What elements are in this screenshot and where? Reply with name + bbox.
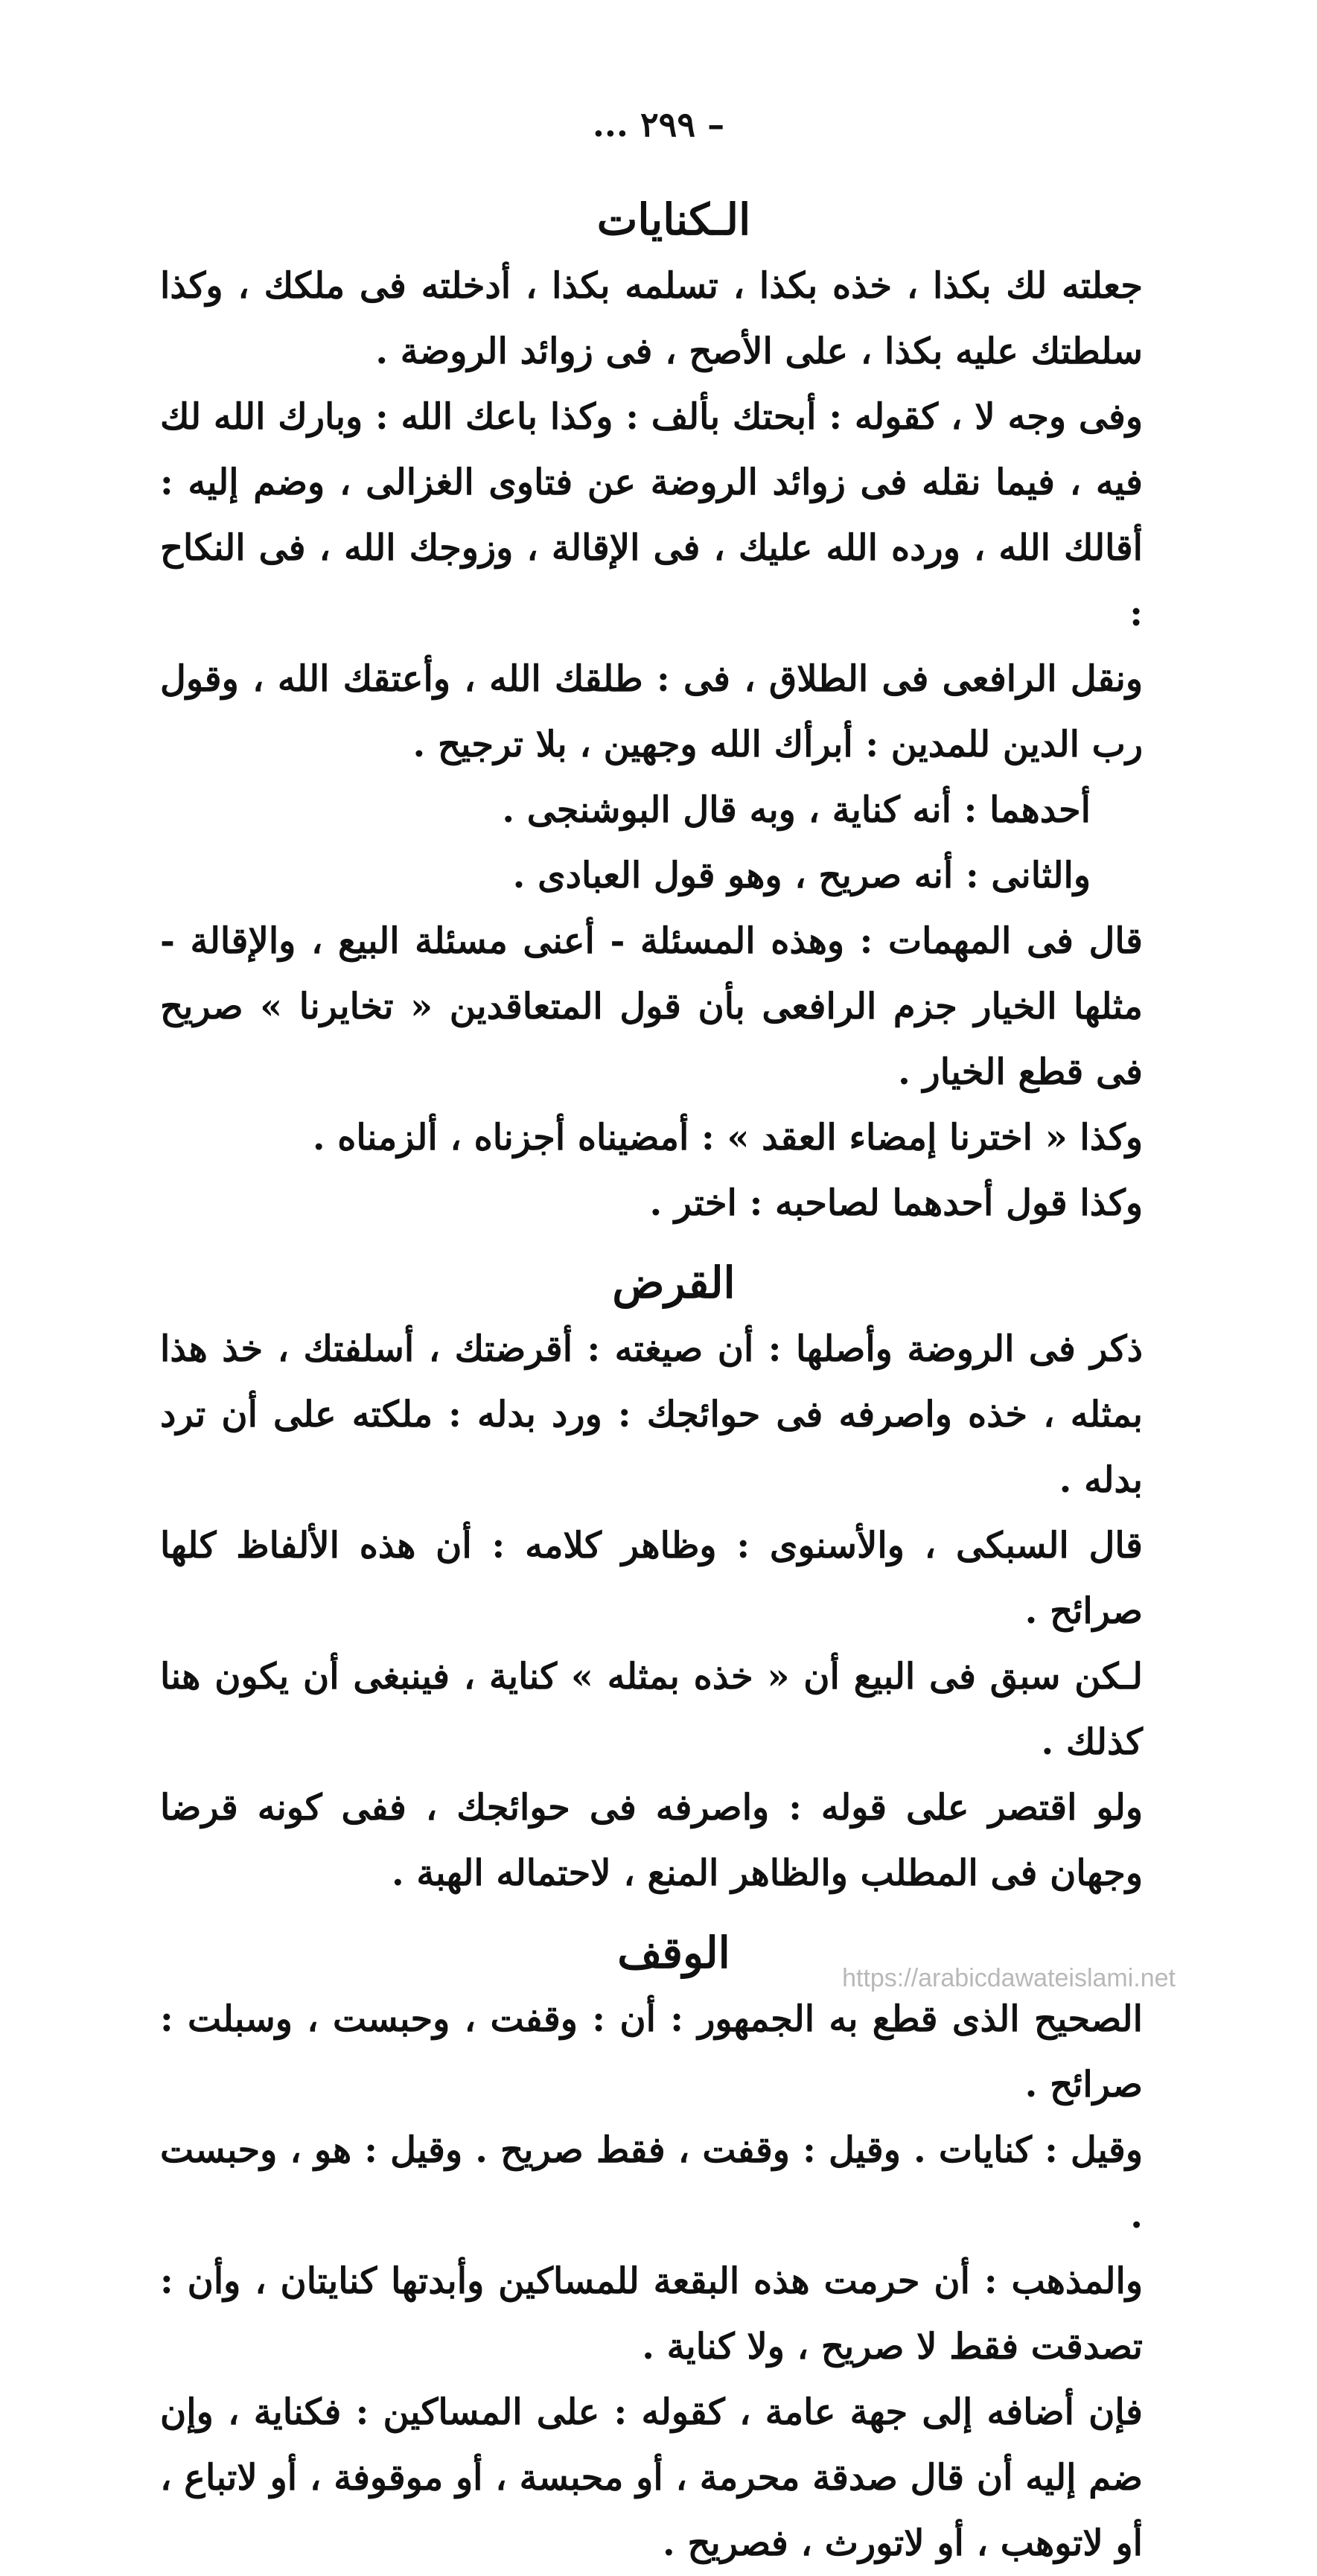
paragraph: قال السبكى ، والأسنوى : وظاهر كلامه : أن هذه الألفاظ كلها صرائح . (160, 1525, 1143, 1632)
section-heading: الوقف (617, 1928, 730, 1978)
paragraph: ونقل الرافعى فى الطلاق ، فى : طلقك الله ، وأعتقك الله ، وقول رب الدين للمدين : أبرأك الله وجهين ، بلا ترجيح . (160, 658, 1143, 765)
paragraph: والمذهب : أن حرمت هذه البقعة للمساكين وأبدتها كنايتان ، وأن : تصدقت فقط لا صريح ، ولا كناية . (160, 2260, 1143, 2368)
paragraph: ولو اقتصر على قوله : واصرفه فى حوائجك ، ففى كونه قرضا وجهان فى المطلب والظاهر المنع ، لاحتماله الهبة . (160, 1787, 1143, 1894)
paragraph: وفى وجه لا ، كقوله : أبحتك بألف : وكذا باعك الله : وبارك الله لك فيه ، فيما نقله فى زوائد الروضة عن فتاوى الغزالى ، وضم إليه : أقالك الله ، ورده الله عليك ، فى الإقالة ، وزوجك الله ، فى النكاح : (160, 396, 1143, 634)
page-number: – ٢٩٩ ... (592, 104, 725, 144)
section-waqf (160, 1919, 1187, 2576)
paragraph: قال فى المهمات : وهذه المسئلة - أعنى مسئلة البيع ، والإقالة - مثلها الخيار جزم الرافعى بأن قول المتعاقدين « تخايرنا » صريح فى قطع الخيار . (160, 920, 1143, 1093)
paragraph: وكذا قول أحدهما لصاحبه : اختر . (649, 1182, 1143, 1224)
paragraph: أحدهما : أنه كناية ، وبه قال البوشنجى . (502, 789, 1091, 831)
paragraph: جعلته لك بكذا ، خذه بكذا ، تسلمه بكذا ، أدخلته فى ملكك ، وكذا سلطتك عليه بكذا ، على الأصح ، فى زوائد الروضة . (160, 265, 1143, 372)
section-qard (160, 1249, 1187, 1906)
paragraph: فإن أضافه إلى جهة عامة ، كقوله : على المساكين : فكناية ، وإن ضم إليه أن قال صدقة محرمة ، أو محبسة ، أو موقوفة ، أو لاتباع ، أو لاتوهب ، أو لاتورث ، فصريح . (160, 2391, 1144, 2564)
section-heading: القرض (612, 1257, 736, 1308)
paragraph: الصحيح الذى قطع به الجمهور : أن : وقفت ، وحبست ، وسبلت : صرائح . (160, 1998, 1143, 2105)
watermark-url: https://arabicdawateislami.net (842, 1964, 1176, 1992)
paragraph: وقيل : كنايات . وقيل : وقفت ، فقط صريح . وقيل : هو ، وحبست . (160, 2129, 1143, 2237)
section-kinayat (160, 186, 1187, 1236)
section-heading: الـكنايات (596, 194, 751, 245)
paragraph: لـكن سبق فى البيع أن « خذه بمثله » كناية ، فينبغى أن يكون هنا كذلك . (160, 1656, 1143, 1763)
paragraph: وكذا « اخترنا إمضاء العقد » : أمضيناه أجزناه ، ألزمناه . (312, 1117, 1143, 1158)
page-body (160, 186, 1187, 2576)
paragraph: ذكر فى الروضة وأصلها : أن صيغته : أقرضتك ، أسلفتك ، خذ هذا بمثله ، خذه واصرفه فى حوائجك : ورد بدله : ملكته على أن ترد بدله . (160, 1328, 1143, 1501)
paragraph: والثانى : أنه صريح ، وهو قول العبادى . (512, 855, 1091, 896)
